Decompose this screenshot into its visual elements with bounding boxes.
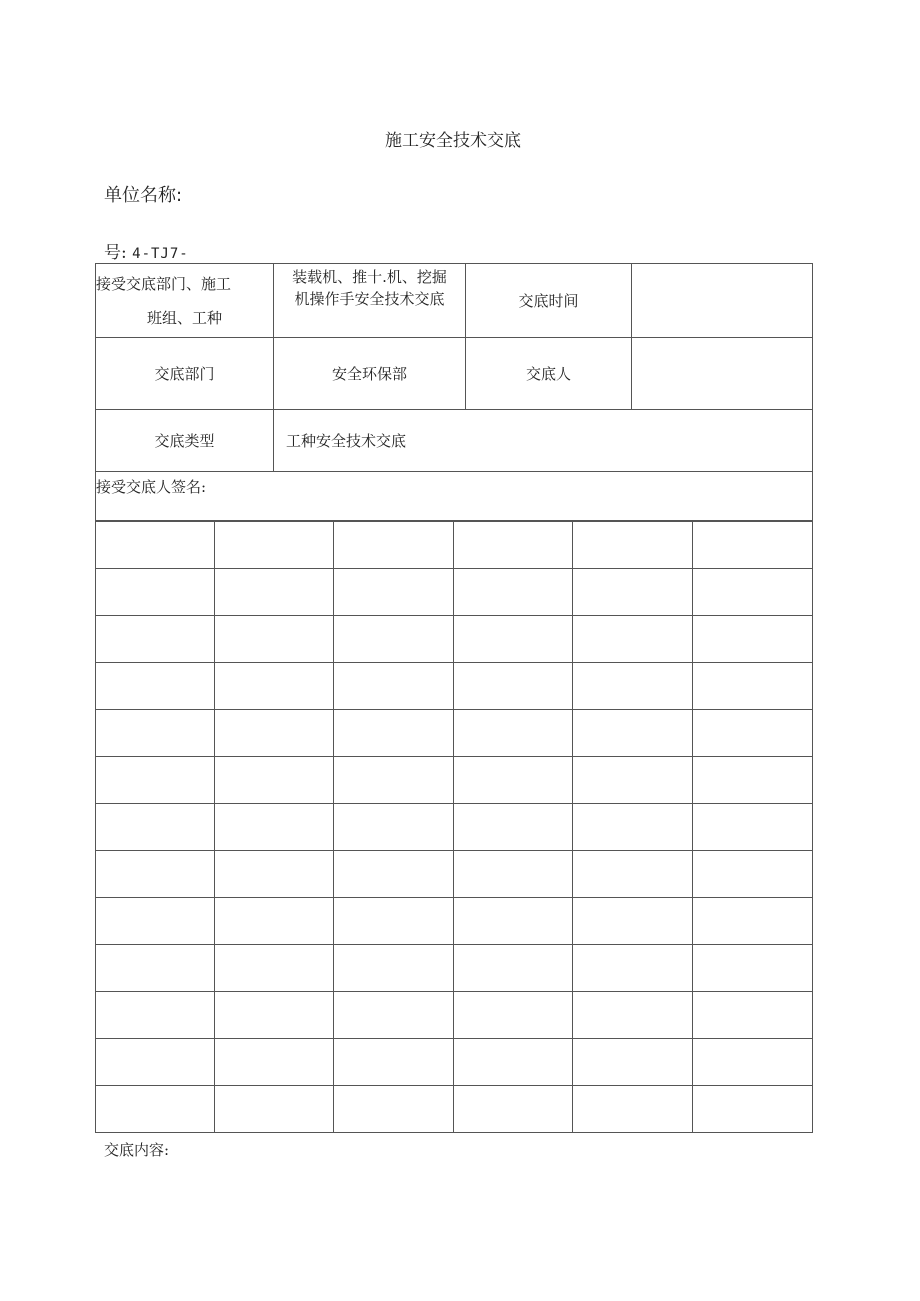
- signature-row: [96, 992, 813, 1039]
- signature-cell[interactable]: [693, 1039, 813, 1086]
- disclosure-form: [95, 263, 812, 1133]
- signature-cell[interactable]: [215, 663, 334, 710]
- signature-row: [96, 663, 813, 710]
- signature-cell[interactable]: [693, 616, 813, 663]
- signature-row: [96, 851, 813, 898]
- signature-cell[interactable]: [215, 898, 334, 945]
- signature-row: [96, 945, 813, 992]
- signature-cell[interactable]: [573, 992, 693, 1039]
- signature-cell[interactable]: [334, 851, 454, 898]
- signature-cell[interactable]: [215, 992, 334, 1039]
- signature-cell[interactable]: [573, 851, 693, 898]
- signature-cell[interactable]: [573, 569, 693, 616]
- signature-row: [96, 1039, 813, 1086]
- signature-cell[interactable]: [693, 898, 813, 945]
- header-row-3: [96, 410, 813, 472]
- signature-cell[interactable]: [454, 851, 573, 898]
- signature-cell[interactable]: [693, 569, 813, 616]
- signature-cell[interactable]: [573, 522, 693, 569]
- signature-cell[interactable]: [96, 804, 215, 851]
- receive-dept-line1: 接受交底部门、施工: [96, 274, 232, 293]
- signature-cell[interactable]: [215, 569, 334, 616]
- dept-value: 安全环保部: [274, 338, 466, 410]
- signature-cell[interactable]: [334, 992, 454, 1039]
- person-value[interactable]: [632, 338, 813, 410]
- signature-cell[interactable]: [96, 522, 215, 569]
- signature-cell[interactable]: [215, 710, 334, 757]
- signature-label-row: [96, 472, 813, 521]
- signature-cell[interactable]: [693, 663, 813, 710]
- signature-label: 接受交底人签名:: [96, 472, 813, 521]
- signature-cell[interactable]: [215, 945, 334, 992]
- signature-grid-body: [96, 522, 813, 1133]
- signature-cell[interactable]: [96, 663, 215, 710]
- subject-cell: [274, 264, 466, 338]
- header-row-1: [96, 264, 813, 338]
- signature-cell[interactable]: [454, 522, 573, 569]
- subject-line2: 机操作手安全技术交底: [294, 290, 445, 308]
- unit-name-label: 单位名称:: [104, 185, 183, 206]
- number-label: 号:: [104, 243, 127, 263]
- signature-cell[interactable]: [454, 804, 573, 851]
- signature-cell[interactable]: [693, 945, 813, 992]
- signature-grid: [95, 521, 813, 1133]
- person-label: 交底人: [466, 338, 632, 410]
- signature-cell[interactable]: [693, 851, 813, 898]
- signature-cell[interactable]: [96, 1039, 215, 1086]
- signature-cell[interactable]: [96, 851, 215, 898]
- type-label: 交底类型: [96, 410, 274, 472]
- signature-cell[interactable]: [573, 1039, 693, 1086]
- signature-cell[interactable]: [454, 898, 573, 945]
- signature-cell[interactable]: [454, 992, 573, 1039]
- signature-cell[interactable]: [96, 992, 215, 1039]
- document-number: [104, 238, 189, 263]
- signature-cell[interactable]: [573, 616, 693, 663]
- signature-cell[interactable]: [334, 1039, 454, 1086]
- signature-cell[interactable]: [573, 757, 693, 804]
- signature-cell[interactable]: [215, 1039, 334, 1086]
- signature-cell[interactable]: [334, 710, 454, 757]
- signature-row: [96, 710, 813, 757]
- signature-cell[interactable]: [573, 804, 693, 851]
- type-value: 工种安全技术交底: [274, 410, 813, 472]
- signature-cell[interactable]: [693, 710, 813, 757]
- signature-cell[interactable]: [334, 616, 454, 663]
- signature-cell[interactable]: [454, 616, 573, 663]
- signature-cell[interactable]: [573, 945, 693, 992]
- signature-row: [96, 569, 813, 616]
- signature-row: [96, 616, 813, 663]
- time-label: 交底时间: [466, 264, 632, 338]
- signature-cell[interactable]: [454, 945, 573, 992]
- signature-cell[interactable]: [334, 898, 454, 945]
- signature-cell[interactable]: [215, 757, 334, 804]
- signature-cell[interactable]: [454, 710, 573, 757]
- signature-cell[interactable]: [693, 757, 813, 804]
- signature-cell[interactable]: [215, 804, 334, 851]
- signature-cell[interactable]: [454, 1086, 573, 1133]
- time-value[interactable]: [632, 264, 813, 338]
- signature-cell[interactable]: [334, 804, 454, 851]
- signature-cell[interactable]: [334, 569, 454, 616]
- signature-cell[interactable]: [693, 804, 813, 851]
- header-table: [95, 263, 813, 521]
- signature-row: [96, 898, 813, 945]
- signature-cell[interactable]: [573, 710, 693, 757]
- signature-cell[interactable]: [334, 1086, 454, 1133]
- signature-cell[interactable]: [96, 616, 215, 663]
- signature-cell[interactable]: [334, 945, 454, 992]
- number-value: 4-TJ7-: [132, 246, 189, 262]
- signature-cell[interactable]: [454, 757, 573, 804]
- signature-cell[interactable]: [96, 569, 215, 616]
- signature-cell[interactable]: [215, 522, 334, 569]
- subject-line1: 装载机、推十.机、挖掘: [292, 268, 447, 286]
- signature-cell[interactable]: [96, 757, 215, 804]
- signature-cell[interactable]: [96, 945, 215, 992]
- signature-row: [96, 522, 813, 569]
- signature-cell[interactable]: [573, 1086, 693, 1133]
- receive-dept-cell: [96, 264, 274, 338]
- signature-cell[interactable]: [693, 1086, 813, 1133]
- signature-row: [96, 804, 813, 851]
- content-label: 交底内容:: [104, 1141, 170, 1159]
- signature-cell[interactable]: [454, 663, 573, 710]
- signature-row: [96, 757, 813, 804]
- header-row-2: [96, 338, 813, 410]
- signature-cell[interactable]: [573, 663, 693, 710]
- signature-cell[interactable]: [96, 898, 215, 945]
- signature-cell[interactable]: [454, 1039, 573, 1086]
- signature-cell[interactable]: [573, 898, 693, 945]
- signature-cell[interactable]: [215, 1086, 334, 1133]
- signature-cell[interactable]: [334, 663, 454, 710]
- signature-row: [96, 1086, 813, 1133]
- signature-cell[interactable]: [693, 522, 813, 569]
- document-title: 施工安全技术交底: [385, 131, 521, 151]
- signature-cell[interactable]: [96, 1086, 215, 1133]
- dept-label: 交底部门: [96, 338, 274, 410]
- signature-cell[interactable]: [215, 851, 334, 898]
- signature-cell[interactable]: [693, 992, 813, 1039]
- signature-cell[interactable]: [454, 569, 573, 616]
- receive-dept-line2: 班组、工种: [146, 308, 222, 327]
- signature-cell[interactable]: [334, 757, 454, 804]
- signature-cell[interactable]: [334, 522, 454, 569]
- signature-cell[interactable]: [96, 710, 215, 757]
- signature-cell[interactable]: [215, 616, 334, 663]
